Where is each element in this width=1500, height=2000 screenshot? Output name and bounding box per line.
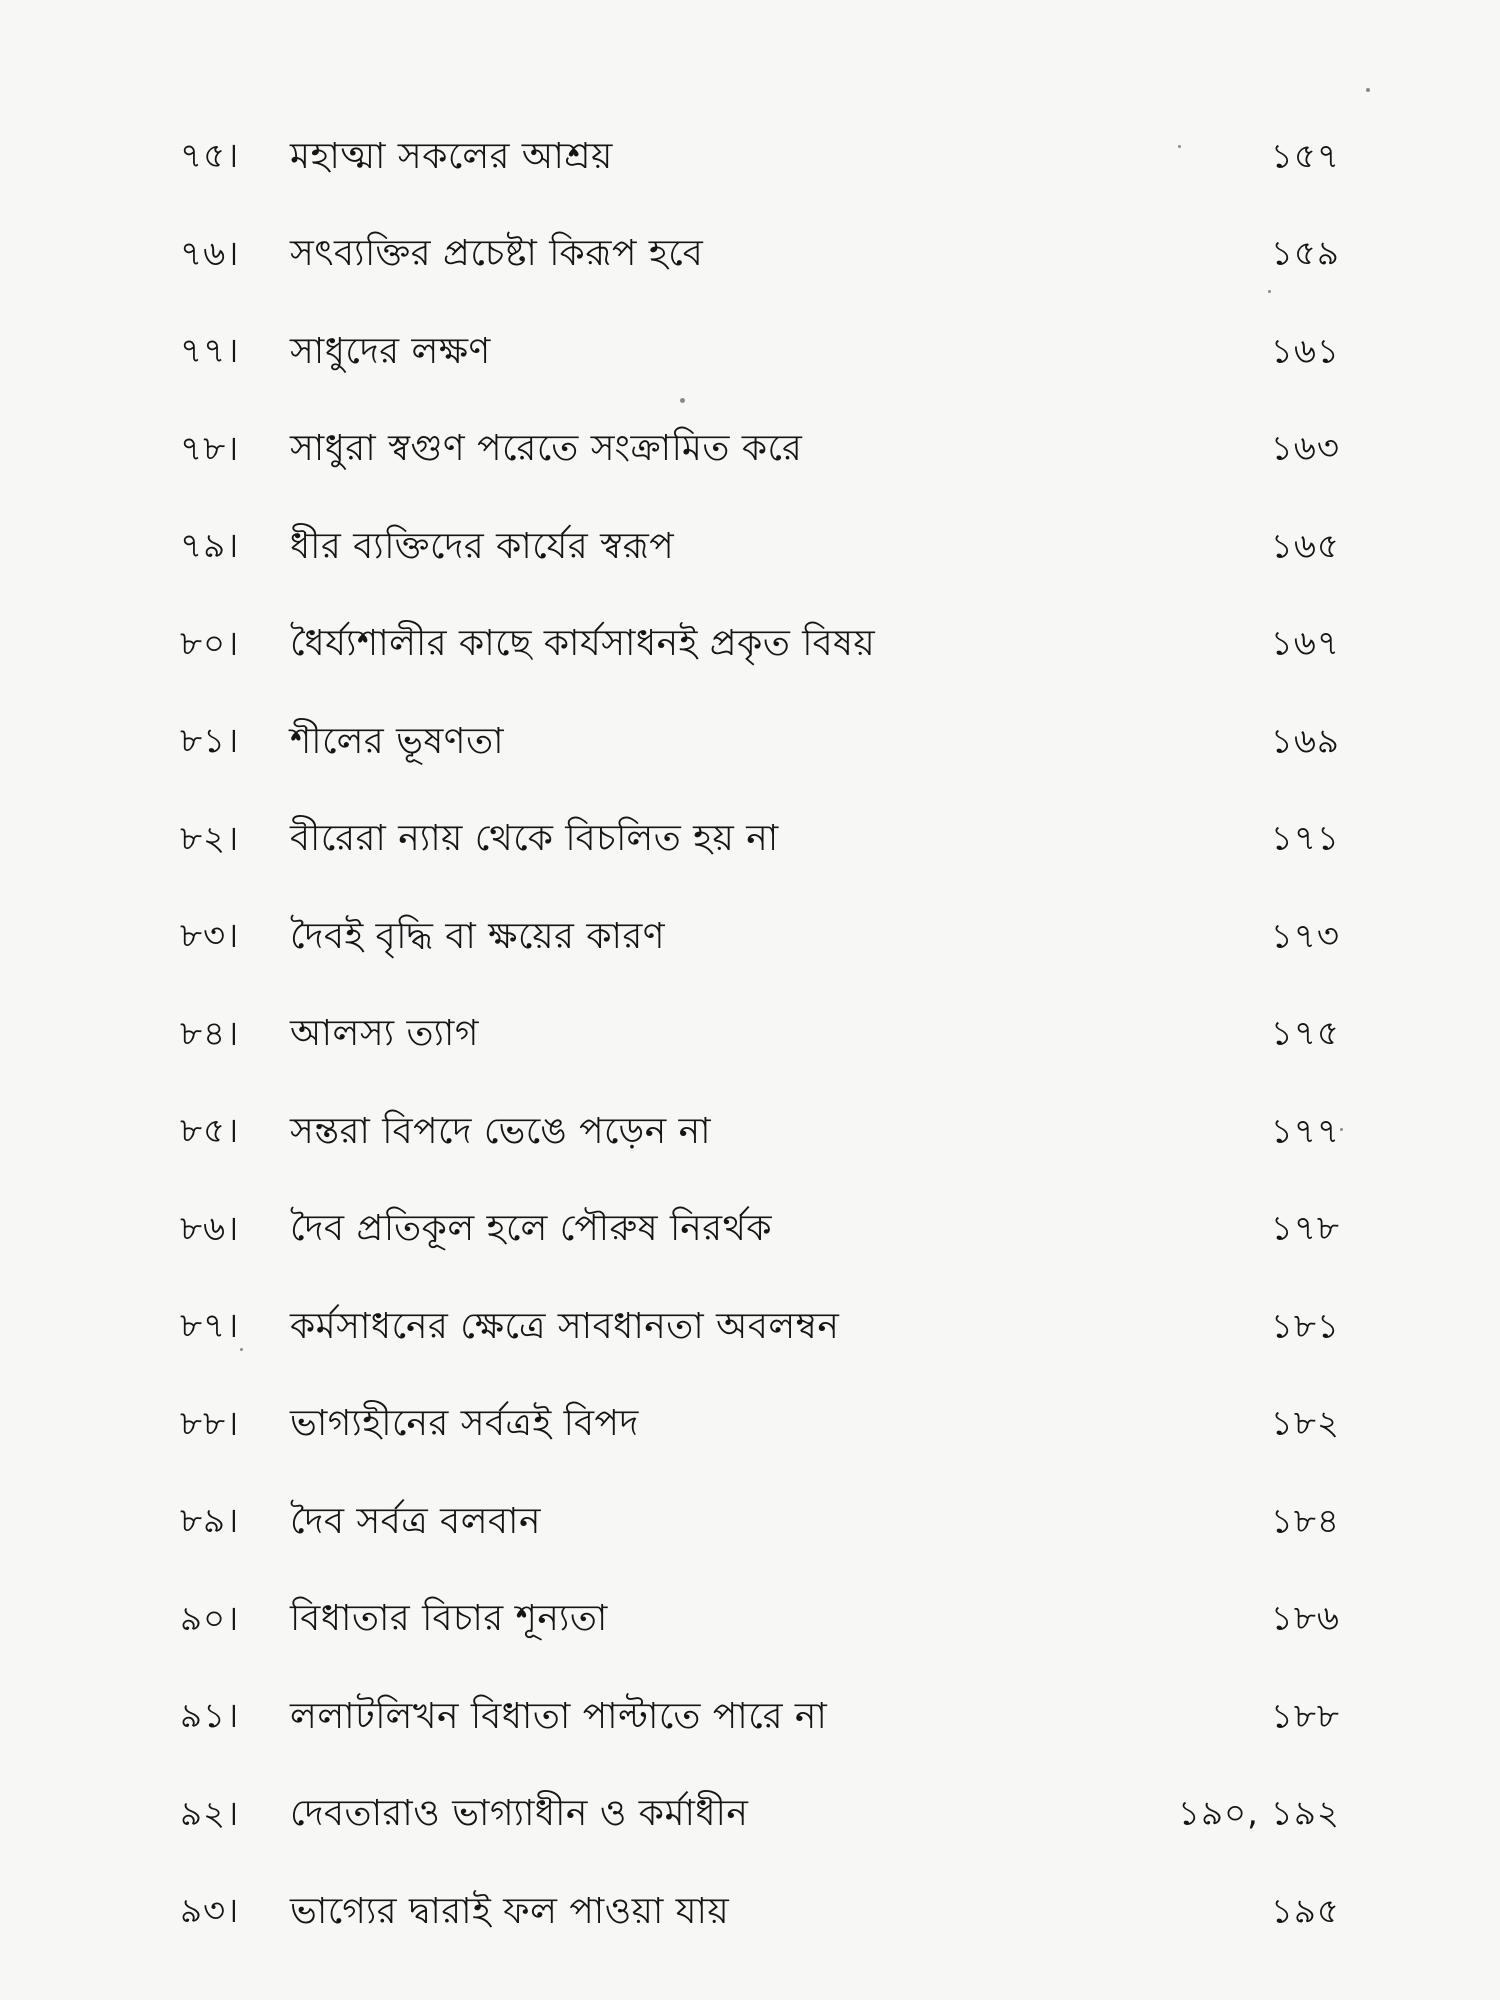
- entry-title: ধৈর্য্যশালীর কাছে কার্যসাধনই প্রকৃত বিষয়: [290, 623, 876, 665]
- toc-entry: [180, 1475, 1340, 1573]
- entry-page: ১৭৩: [1270, 916, 1340, 957]
- entry-title: দৈব সর্বত্র বলবান: [290, 1500, 541, 1542]
- entry-title: বিধাতার বিচার শূন্যতা: [290, 1598, 608, 1640]
- entry-number: ৮১।: [180, 721, 240, 762]
- entry-number: ৭৭।: [180, 331, 240, 372]
- entry-number: ৮৭।: [180, 1306, 240, 1347]
- entry-page: ১৬১: [1270, 331, 1340, 372]
- entry-page: ১৭৫: [1270, 1013, 1340, 1054]
- toc-entry: [180, 110, 1340, 208]
- entry-page: ১৭৭: [1270, 1111, 1340, 1152]
- toc-entry: [180, 793, 1340, 891]
- entry-title: আলস্য ত্যাগ: [290, 1013, 479, 1055]
- entry-page: ১৮৪: [1270, 1501, 1340, 1542]
- toc-entry: [180, 500, 1340, 598]
- entry-title: শীলের ভূষণতা: [290, 720, 505, 762]
- toc-entry: [180, 1183, 1340, 1281]
- entry-number: ৭৮।: [180, 428, 240, 469]
- entry-number: ৮৫।: [180, 1111, 240, 1152]
- entry-page: ১৮১: [1270, 1306, 1340, 1347]
- toc-entry: [180, 1670, 1340, 1768]
- entry-title: ভাগ্যহীনের সর্বত্রই বিপদ: [290, 1403, 639, 1445]
- entry-number: ৮২।: [180, 818, 240, 859]
- entry-title: সাধুরা স্বগুণ পরেতে সংক্রামিত করে: [290, 428, 803, 470]
- entry-number: ৮৯।: [180, 1501, 240, 1542]
- entry-title: ভাগ্যের দ্বারাই ফল পাওয়া যায়: [290, 1890, 730, 1932]
- entry-title: ললাটলিখন বিধাতা পাল্টাতে পারে না: [290, 1695, 828, 1737]
- toc-entry: [180, 1280, 1340, 1378]
- toc-entry: [180, 208, 1340, 306]
- entry-page: ১৯০, ১৯২: [1177, 1793, 1340, 1834]
- toc-entry: [180, 305, 1340, 403]
- entry-page: ১৬৩: [1270, 428, 1340, 469]
- entry-page: ১৬৯: [1270, 721, 1340, 762]
- entry-title: মহাত্মা সকলের আশ্রয়: [290, 135, 613, 177]
- entry-title: দৈব প্রতিকূল হলে পৌরুষ নিরর্থক: [290, 1208, 773, 1250]
- table-of-contents: [180, 110, 1340, 1963]
- entry-title: দৈবই বৃদ্ধি বা ক্ষয়ের কারণ: [290, 915, 666, 957]
- entry-title: সাধুদের লক্ষণ: [290, 330, 491, 372]
- entry-title: বীরেরা ন্যায় থেকে বিচলিত হয় না: [290, 818, 779, 860]
- entry-number: ৭৯।: [180, 526, 240, 567]
- entry-title: ধীর ব্যক্তিদের কার্যের স্বরূপ: [290, 525, 675, 567]
- entry-page: ১৫৯: [1270, 233, 1340, 274]
- toc-entry: [180, 890, 1340, 988]
- toc-entry: [180, 1768, 1340, 1866]
- toc-entry: [180, 695, 1340, 793]
- toc-entry: [180, 403, 1340, 501]
- entry-number: ৮০।: [180, 623, 240, 664]
- toc-entry: [180, 1573, 1340, 1671]
- entry-title: কর্মসাধনের ক্ষেত্রে সাবধানতা অবলম্বন: [290, 1305, 840, 1347]
- entry-number: ৮৬।: [180, 1208, 240, 1249]
- entry-page: ১৬৫: [1270, 526, 1340, 567]
- entry-number: ৭৫।: [180, 136, 240, 177]
- entry-number: ৮৩।: [180, 916, 240, 957]
- entry-number: ৯১।: [180, 1696, 240, 1737]
- entry-number: ৮৮।: [180, 1403, 240, 1444]
- toc-entry: [180, 1085, 1340, 1183]
- entry-title: দেবতারাও ভাগ্যাধীন ও কর্মাধীন: [290, 1793, 749, 1835]
- toc-entry: [180, 1378, 1340, 1476]
- entry-number: ৯০।: [180, 1598, 240, 1639]
- entry-number: ৮৪।: [180, 1013, 240, 1054]
- entry-page: ১৮২: [1270, 1403, 1340, 1444]
- entry-page: ১৭১: [1270, 818, 1340, 859]
- entry-page: ১৭৮: [1270, 1208, 1340, 1249]
- ink-speck: [1366, 88, 1370, 92]
- entry-page: ১৯৫: [1270, 1891, 1340, 1932]
- entry-page: ১৮৬: [1270, 1598, 1340, 1639]
- entry-page: ১৮৮: [1270, 1696, 1340, 1737]
- entry-title: সৎব্যক্তির প্রচেষ্টা কিরূপ হবে: [290, 233, 704, 275]
- entry-page: ১৫৭: [1270, 136, 1340, 177]
- entry-number: ৯৩।: [180, 1891, 240, 1932]
- toc-entry: [180, 598, 1340, 696]
- entry-page: ১৬৭: [1270, 623, 1340, 664]
- toc-entry: [180, 988, 1340, 1086]
- entry-number: ৭৬।: [180, 233, 240, 274]
- entry-number: ৯২।: [180, 1793, 240, 1834]
- toc-entry: [180, 1865, 1340, 1963]
- ink-speck: [1340, 1128, 1343, 1131]
- entry-title: সন্তরা বিপদে ভেঙে পড়েন না: [290, 1110, 712, 1152]
